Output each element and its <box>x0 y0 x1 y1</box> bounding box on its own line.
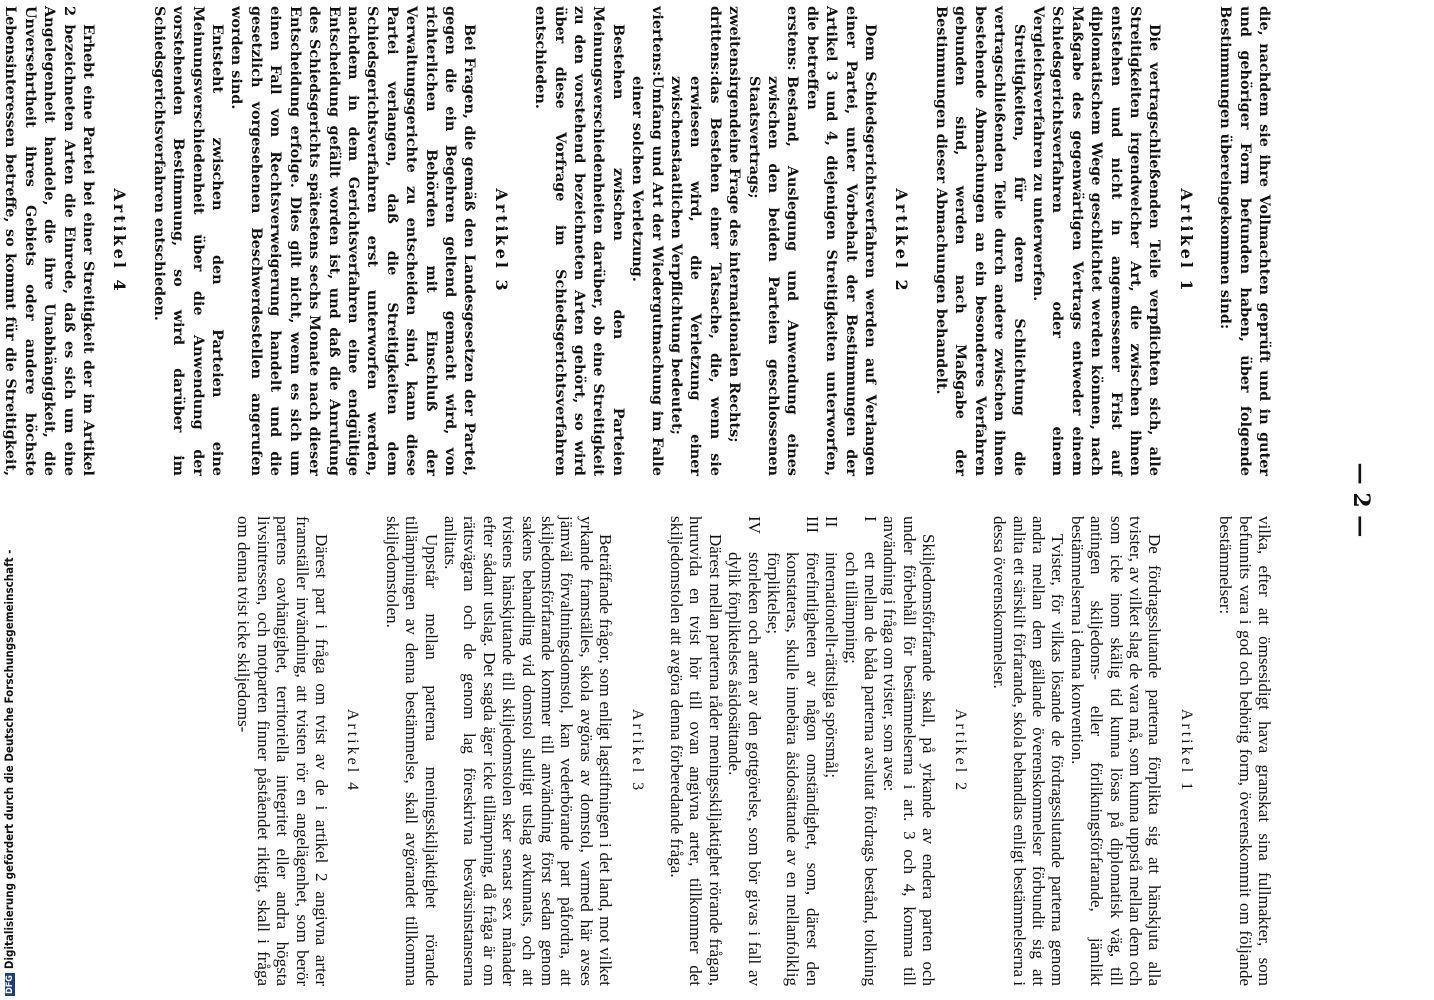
german-article-2-item <box>628 6 667 476</box>
item-text: Bestand, Auslegung und Anwendung eines zwischen den beiden Parteien geschlossenen Staatsvertrags; <box>745 76 802 476</box>
item-label: IV <box>744 516 764 534</box>
item-label: III <box>802 516 822 533</box>
swedish-article-2-para-2: Därest mellan parterna råder meningsskiljaktighet rörande frågan, huruvida en tvist hör till ovan angivna arter, tillkommer det skiljedomstolen att avgöra denna förberedande fråga. <box>667 516 725 986</box>
german-article-4-para-1: Erhebt eine Partei bei einer Streitigkeit der im Artikel 2 bezeichneten Arten die Einrede, daß es sich um eine Angelegenheit handele, die ihre Unabhängigkeit, die Unversehrtheit ihres Gebiets oder andere höchste Lebensinteressen betreffe, so kommt für die Streitigkeit, <box>2 6 98 476</box>
swedish-article-2-item <box>822 516 841 986</box>
item-label: erstens: <box>784 6 802 71</box>
item-label: zweitens: <box>726 6 744 81</box>
dfg-logo-icon: DFG <box>4 975 15 994</box>
swedish-article-2-item <box>725 516 764 986</box>
german-article-2-para-2: Bestehen zwischen den Parteien Meinungsverschiedenheiten darüber, ob eine Streitigkeit zu den vorstehend bezeichneten Arten gehört, so wird über diese Vorfrage im Schiedsgerichtsverfahren entschieden. <box>532 6 627 476</box>
footer-text: Digitalisierung gefördert durch die Deutsche Forschungsgemeinschaft - <box>2 549 16 970</box>
page-number: — 2 — <box>1348 462 1374 538</box>
german-article-2-para-1: Dem Schiedsgerichtsverfahren werden auf Verlangen einer Partei, unter Vorbehalt der Bestimmungen der Artikel 3 und 4, diejenigen Streitigkeiten unterworfen, die betreffen <box>803 6 880 476</box>
item-label: drittens: <box>706 6 724 76</box>
item-text: das Bestehen einer Tatsache, die, wenn sie erwiesen wird, die Verletzung einer zwischenstaatlichen Verpflichtung bedeutet; <box>668 76 724 476</box>
swedish-article-1-para-1: De fördragsslutande parterna förplikta sig att hänskjuta alla tvister, av vilket slag de vara må, som kunna uppstå mellan dem och som icke inom skälig tid kunna lösas på diplomatisk väg, till antingen skiljedoms- eller förlikningsförfarande, jämlikt bestämmelserna i denna konvention. <box>1067 516 1165 986</box>
german-article-4-heading: Artikel 4 <box>110 188 130 294</box>
german-article-3-para-1: Bei Fragen, die gemäß den Landesgesetzen der Partei, gegen die ein Begehren geltend gemacht wird, von richterlichen Behörden mit Einschluß der Verwaltungsgerichte zu entscheiden sind, kann diese Partei verlangen, daß die Streitigkeiten dem Schiedsgerichtsverfahren erst unterworfen werden, nachdem in dem Gerichtsverfahren eine endgültige Entscheidung gefällt worden ist, und daß die Anrufung des Schiedsgerichts spätestens sechs Monate nach dieser Entscheidung erfolge. Dies gilt nicht, wenn es sich um einen Fall von Rechtsverweigerung handelt und die gesetzlich vorgesehenen Beschwerdestellen angerufen worden sind. <box>228 6 479 476</box>
swedish-article-2-item <box>841 516 880 986</box>
german-article-2-heading: Artikel 2 <box>892 188 912 294</box>
swedish-intro: vilka, efter att ömsesidigt hava granskat sina fullmakter, som befunnits vara i god och behörig form, överenskommit om följande bestämmelser: <box>1216 516 1274 986</box>
german-article-1-para-2: Streitigkeiten, für deren Schlichtung die vertragschließenden Teile durch andere zwischen ihnen bestehende Abmachungen an ein besonderes Verfahren gebunden sind, werden nach Maßgabe der Bestimmungen dieser Abmachungen behandelt. <box>932 6 1028 476</box>
item-text: Umfang und Art der Wiedergutmachung im Falle einer solchen Verletzung. <box>629 76 666 476</box>
item-text: förefintligheten av någon omständighet, som, därest den konstateras, skulle innebära åsidosättande av en mellanfolklig förpliktelse; <box>764 552 822 986</box>
german-article-1-para-1: Die vertragschließenden Teile verpflichten sich, alle Streitigkeiten irgendwelcher Art, die zwischen ihnen entstehen und nicht in angemessener Frist auf diplomatischem Wege geschlichtet werden können, nach Maßgabe des gegenwärtigen Vertrags entweder einem Schiedsgerichtsverfahren oder einem Vergleichsverfahren zu unterwerfen. <box>1029 6 1164 476</box>
item-text: irgendeine Frage des internationalen Rechts; <box>726 76 744 443</box>
german-article-2-item <box>667 6 725 476</box>
german-intro: die, nachdem sie ihre Vollmachten geprüft und in guter und gehöriger Form befunden haben, über folgende Bestimmungen übereingekommen sind: <box>1217 6 1273 476</box>
german-column <box>0 6 1274 476</box>
german-article-2-item <box>725 6 744 476</box>
swedish-article-3-para-1: Beträffande frågor, som enligt lagstiftningen i det land, mot vilket yrkande framställes, skola avgöras av domstol, varmed här avses jämväl förvaltningsdomstol, kan vederbörande part påfordra, att skiljedomsförfarande kommer till användning först sedan genom sakens behandling vid domstol slutligt utslag avkunnats, och att tvistens hänskjutande till skiljedomstolen sker senast sex månader efter sådant utslag. Det sagda äger icke tillämpning, då fråga är om rättsvägran och de genom lag föreskrivna besvärsinstanserna anlitats. <box>440 516 616 986</box>
item-text: internationellt-rättsliga spörsmål; <box>822 552 842 779</box>
german-article-1-heading: Artikel 1 <box>1176 188 1196 294</box>
german-article-2-item <box>744 6 802 476</box>
swedish-article-3-para-2: Uppstår mellan parterna meningsskiljaktighet rörande tillämpningen av denna bestämmelse, skall avgörandet tillkomma skiljedomstolen. <box>382 516 441 986</box>
item-label: I <box>861 516 881 522</box>
swedish-article-4-para-1: Därest part i fråga om tvist av de i artikel 2 angivna arter framställer invändning, att tvisten rör en angelägenhet, som berör partens oavhängighet, territoriella integritet eller andra högsta livsintressen, och motparten finner påståendet riktigt, skall i fråga om denna tvist icke skiljedoms- <box>234 516 331 986</box>
swedish-article-3-heading: Artikel 3 <box>628 708 646 794</box>
swedish-article-2-item <box>764 516 822 986</box>
german-article-3-para-2: Entsteht zwischen den Parteien eine Meinungsverschiedenheit über die Anwendung der vorstehenden Bestimmung, so wird darüber im Schiedsgerichtsverfahren entschieden. <box>150 6 227 476</box>
swedish-article-1-heading: Artikel 1 <box>1177 708 1195 794</box>
item-text: storleken och arten av den gottgörelse, som bör givas i fall av dylik förpliktelses åsidosättande. <box>725 552 764 986</box>
item-text: ett mellan de båda parterna avslutat fördrags bestånd, tolkning och tillämpning; <box>841 552 881 986</box>
item-label: II <box>822 516 842 528</box>
swedish-article-4-heading: Artikel 4 <box>344 708 362 794</box>
swedish-column <box>234 516 1274 986</box>
swedish-article-2-para-1: Skiljedomsförfarande skall, på yrkande av endera parten och under förbehåll för bestämmelserna i art. 3 och 4, komma till användning i fråga om tvister, som avse: <box>880 516 939 986</box>
german-article-3-heading: Artikel 3 <box>491 188 511 294</box>
swedish-article-2-heading: Artikel 2 <box>951 708 969 794</box>
item-label: viertens: <box>648 6 666 77</box>
swedish-article-1-para-2: Tvister, för vilkas lösande de fördragsslutande parterna genom andra mellan dem gällande överenskommelser förbundit sig att anlita ett särskilt förfarande, skola behandlas enligt bestämmelserna i dessa överenskommelser. <box>990 516 1068 986</box>
